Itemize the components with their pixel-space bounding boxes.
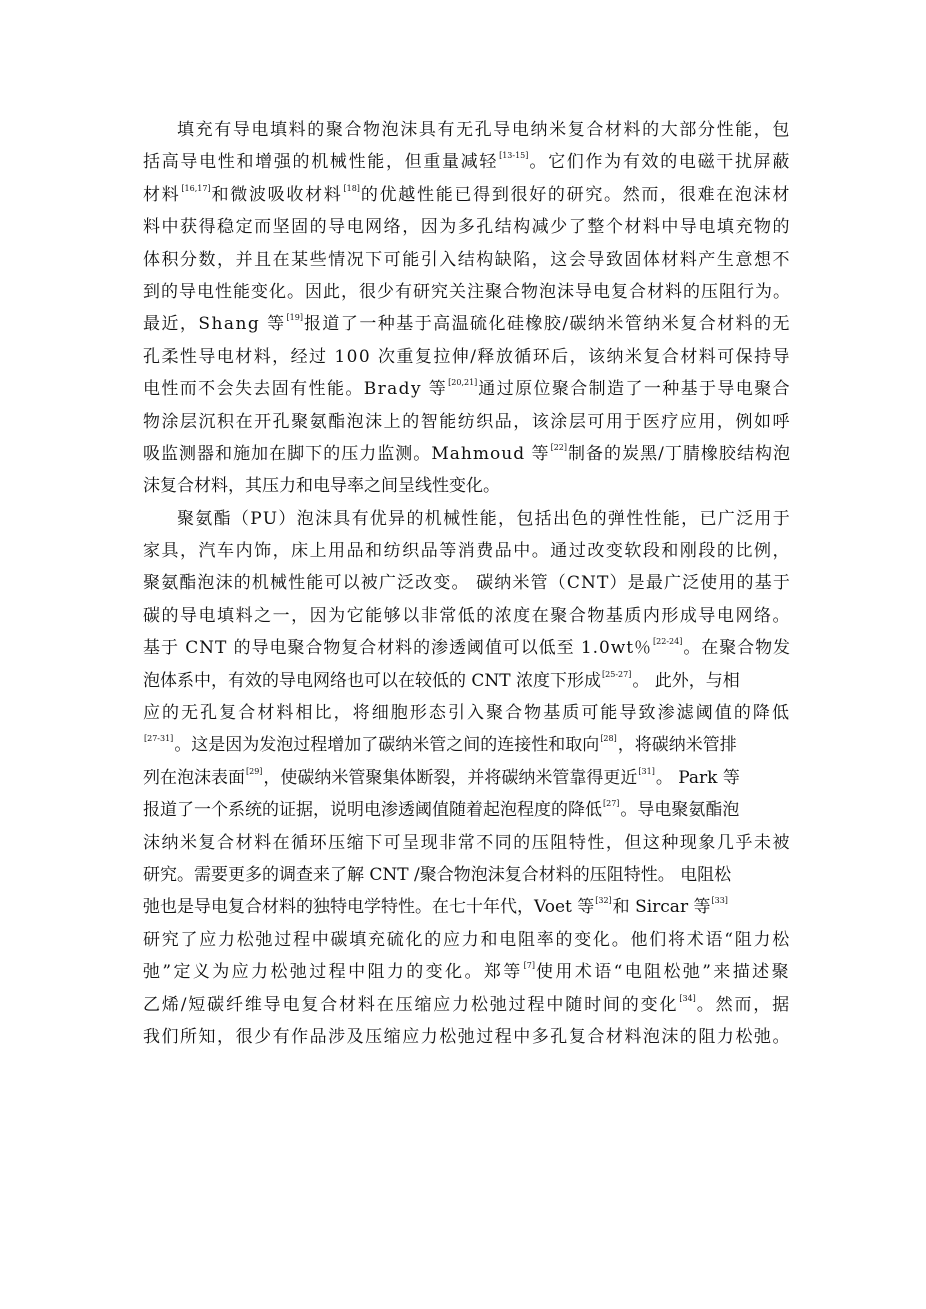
text-line xyxy=(143,308,791,340)
text-run: 应的无孔复合材料相比，将细胞形态引入聚合物基质可能导致渗滤阈值的降低 xyxy=(143,703,792,724)
text-run: 。 Park 等 xyxy=(655,767,740,788)
text-line xyxy=(143,891,791,923)
text-run: 沫复合材料，其压力和电导率之间呈线性变化。 xyxy=(143,476,500,497)
text-run: 填充有导电填料的聚合物泡沫具有无孔导电纳米复合材料的大部分性能，包 xyxy=(177,120,791,140)
text-run: 泡体系中，有效的导电网络也可以在较低的 CNT 浓度下形成 xyxy=(143,670,602,691)
text-line xyxy=(143,114,791,146)
text-run: 聚氨酯泡沫的机械性能可以被广泛改变。 碳纳米管（CNT）是最广泛使用的基于 xyxy=(143,573,791,594)
text-run: 乙烯/短碳纤维导电复合材料在压缩应力松弛过程中随时间的变化 xyxy=(143,994,679,1015)
text-run: 列在泡沫表面 xyxy=(143,767,245,788)
text-run: 和微波吸收材料 xyxy=(211,184,343,205)
citation-ref: [22-24] xyxy=(653,637,683,647)
text-run: 我们所知，很少有作品涉及压缩应力松弛过程中多孔复合材料泡沫的阻力松弛。 xyxy=(143,1026,791,1047)
text-run: 沫纳米复合材料在循环压缩下可呈现非常不同的压阻特性，但这种现象几乎未被 xyxy=(143,832,791,853)
citation-ref: [7] xyxy=(523,961,536,971)
text-run: 料中获得稳定而坚固的导电网络，因为多孔结构减少了整个材料中导电填充物的 xyxy=(143,217,791,238)
text-run: 研究。需要更多的调查来了解 CNT /聚合物泡沫复合材料的压阻特性。 电阻松 xyxy=(143,864,732,885)
text-line xyxy=(143,762,791,794)
text-run: 报道了一种基于高温硫化硅橡胶/碳纳米管纳米复合材料的无 xyxy=(303,314,791,335)
text-line xyxy=(143,179,791,211)
text-line xyxy=(143,341,791,373)
text-line xyxy=(143,827,791,859)
text-line xyxy=(143,244,791,276)
citation-ref: [27] xyxy=(603,799,620,809)
text-run: 。这是因为发泡过程增加了碳纳米管之间的连接性和取向 xyxy=(174,735,600,756)
text-line xyxy=(143,438,791,470)
text-run: 电性而不会失去固有性能。Brady 等 xyxy=(143,379,448,400)
citation-ref: [32] xyxy=(595,896,612,906)
text-line xyxy=(143,794,791,826)
text-line xyxy=(143,373,791,405)
text-line xyxy=(143,956,791,988)
text-run: ，将碳纳米管排 xyxy=(617,735,737,756)
citation-ref: [33] xyxy=(711,896,728,906)
text-line xyxy=(143,989,791,1021)
citation-ref: [22] xyxy=(550,442,568,452)
citation-ref: [20,21] xyxy=(448,378,478,388)
text-run: 研究了应力松弛过程中碳填充硫化的应力和电阻率的变化。他们将术语“阻力松 xyxy=(143,929,791,950)
text-run: 碳的导电填料之一，因为它能够以非常低的浓度在聚合物基质内形成导电网络。 xyxy=(143,605,791,626)
citation-ref: [29] xyxy=(246,766,263,776)
text-run: 材料 xyxy=(143,184,181,205)
citation-ref: [28] xyxy=(600,734,617,744)
text-line xyxy=(143,276,791,308)
citation-ref: [34] xyxy=(679,993,696,1003)
paragraph xyxy=(143,114,791,503)
text-run: 弛”定义为应力松弛过程中阻力的变化。郑等 xyxy=(143,962,523,983)
text-run: 和 Sircar 等 xyxy=(612,897,711,918)
text-run: 物涂层沉积在开孔聚氨酯泡沫上的智能纺织品，该涂层可用于医疗应用，例如呼 xyxy=(143,411,791,432)
text-line xyxy=(143,665,791,697)
text-line xyxy=(143,729,791,761)
text-run: 弛也是导电复合材料的独特电学特性。在七十年代，Voet 等 xyxy=(143,897,595,918)
text-line xyxy=(143,1021,791,1053)
text-line xyxy=(143,535,791,567)
text-run: ，使碳纳米管聚集体断裂，并将碳纳米管靠得更近 xyxy=(263,767,638,788)
text-run: 。在聚合物发 xyxy=(683,638,791,659)
text-run: 体积分数，并且在某些情况下可能引入结构缺陷，这会导致固体材料产生意想不 xyxy=(143,249,791,270)
text-run: 括高导电性和增强的机械性能，但重量减轻 xyxy=(143,152,499,173)
text-run: 的优越性能已得到很好的研究。然而，很难在泡沫材 xyxy=(360,184,792,205)
text-line xyxy=(143,470,791,502)
text-line xyxy=(143,924,791,956)
citation-ref: [18] xyxy=(343,183,360,193)
text-run: 报道了一个系统的证据，说明电渗透阈值随着起泡程度的降低 xyxy=(143,800,602,821)
text-line xyxy=(143,503,791,535)
citation-ref: [19] xyxy=(286,313,303,323)
text-run: 使用术语“电阻松弛”来描述聚 xyxy=(536,962,791,983)
text-line xyxy=(143,859,791,891)
text-line xyxy=(143,697,791,729)
text-line xyxy=(143,146,791,178)
text-run: 制备的炭黑/丁腈橡胶结构泡 xyxy=(568,443,792,464)
text-line xyxy=(143,567,791,599)
text-run: 家具，汽车内饰，床上用品和纺织品等消费品中。通过改变软段和刚段的比例， xyxy=(143,541,791,562)
text-line xyxy=(143,211,791,243)
paragraph xyxy=(143,503,791,1054)
text-run: 。导电聚氨酯泡 xyxy=(620,800,740,821)
text-line xyxy=(143,406,791,438)
text-run: 聚氨酯（PU）泡沫具有优异的机械性能，包括出色的弹性性能，已广泛用于 xyxy=(177,508,792,529)
citation-ref: [27-31] xyxy=(144,734,174,744)
text-line xyxy=(143,632,791,664)
text-run: 到的导电性能变化。因此，很少有研究关注聚合物泡沫导电复合材料的压阻行为。 xyxy=(143,281,791,302)
text-run: 。 此外，与相 xyxy=(632,670,740,691)
text-run: 。它们作为有效的电磁干扰屏蔽 xyxy=(529,152,792,173)
body-text xyxy=(143,114,791,1053)
citation-ref: [16,17] xyxy=(181,183,211,193)
citation-ref: [25-27] xyxy=(602,669,632,679)
text-run: 孔柔性导电材料，经过 100 次重复拉伸/释放循环后，该纳米复合材料可保持导 xyxy=(143,346,792,367)
text-run: 吸监测器和施加在脚下的压力监测。Mahmoud 等 xyxy=(143,443,550,464)
citation-ref: [31] xyxy=(638,766,655,776)
text-line xyxy=(143,600,791,632)
text-run: 。然而，据 xyxy=(696,994,791,1015)
text-run: 基于 CNT 的导电聚合物复合材料的渗透阈值可以低至 1.0wt％ xyxy=(143,638,653,659)
text-run: 通过原位聚合制造了一种基于导电聚合 xyxy=(478,379,791,400)
citation-ref: [13-15] xyxy=(499,151,529,161)
text-run: 最近，Shang 等 xyxy=(143,314,286,335)
